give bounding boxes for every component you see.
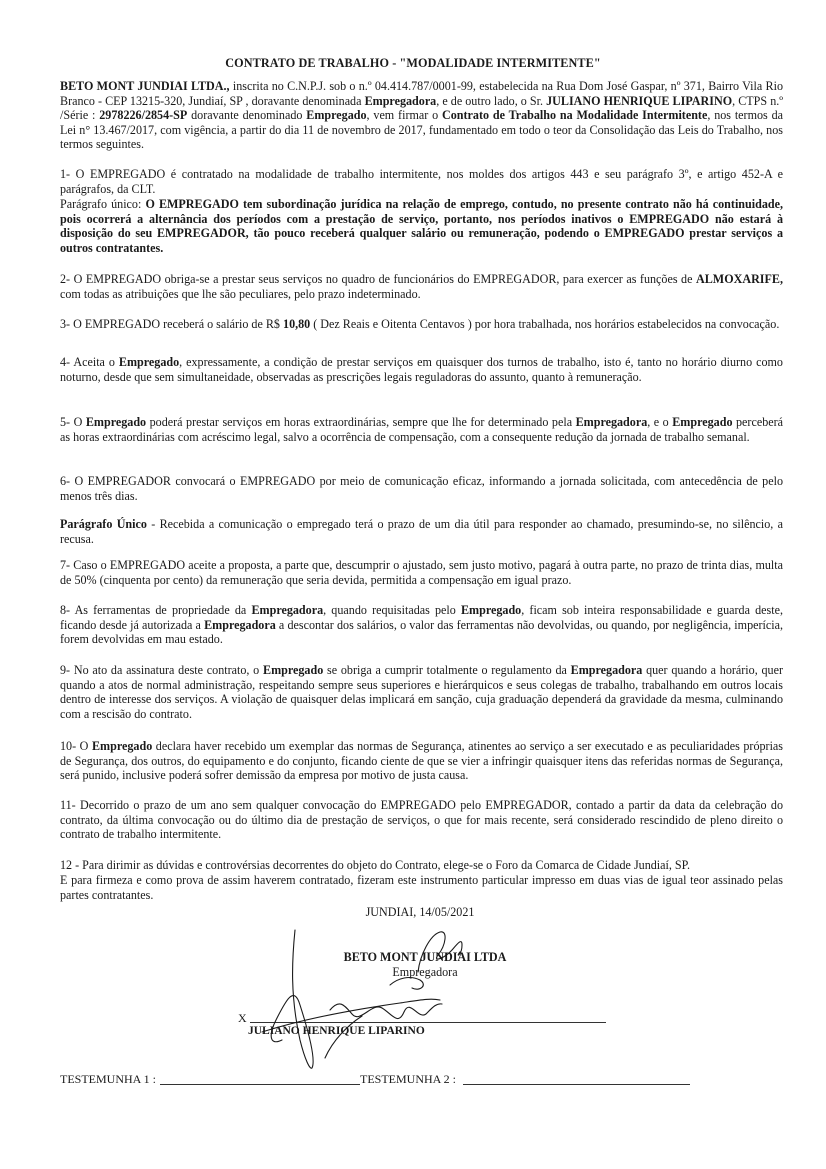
employee-signature-name: JULIANO HENRIQUE LIPARINO <box>248 1025 425 1037</box>
clause-12: 12 - Para dirimir as dúvidas e controvérsias decorrentes do objeto do Contrato, elege-se o Foro da Comarca de Cidade Jundiaí, SP. <box>60 858 691 872</box>
clause-9-text-1: 9- No ato da assinatura deste contrato, o <box>60 663 263 677</box>
place-date: JUNDIAI, 14/05/2021 <box>365 905 475 919</box>
employee-signature-stroke-1 <box>271 930 313 1068</box>
clause-6-paragraph-label: Parágrafo Único <box>60 517 147 531</box>
clause-5-text-3: , e o <box>647 415 673 429</box>
employee-signature-stroke-2 <box>262 999 440 1032</box>
clause-6-paragraph-text: - Recebida a comunicação o empregado terá o prazo de um dia útil para responder ao chamado, presumindo-se, no silêncio, a recusa. <box>60 517 783 546</box>
intro-text-2: , e de outro lado, o Sr. <box>436 93 547 108</box>
clause-9-text-2: se obriga a cumprir totalmente o regulamento da <box>323 663 571 677</box>
clause-4-bold: Empregado <box>118 355 180 369</box>
clause-9-bold-2: Empregadora <box>570 663 643 677</box>
clause-3-text-1: 3- O EMPREGADO receberá o salário de R$ <box>60 317 284 331</box>
clause-1-paragraph-text: O EMPREGADO tem subordinação jurídica na relação de emprego, contudo, no presente contrato não há continuidade, pois ocorrerá a alternância dos períodos com a prestação de serviço, portanto, nos períodos inativos o EMPREGADO não estará à disposição do seu EMPREGADOR, tão pouco receberá qualquer salário ou remuneração, podendo o EMPREGADO prestar serviços a outros contratantes. <box>60 197 784 255</box>
clause-2-text-1: 2- O EMPREGADO obriga-se a prestar seus serviços no quadro de funcionários do EMPREGADOR, para exercer as funções de <box>60 272 696 286</box>
clause-4-text-2: , expressamente, a condição de prestar serviços em quaisquer dos turnos de trabalho, isto é, tanto no horário diurno como noturno, desde que sem simultaneidade, observadas as prescrições legais reguladoras do assunto, quanto à remuneração. <box>60 355 783 384</box>
clause-2-text-2: com todas as atribuições que lhe são peculiares, pelo prazo indeterminado. <box>60 286 421 301</box>
clause-8-bold-2: Empregado <box>460 603 522 617</box>
intro-text-4: doravante denominado <box>187 108 307 123</box>
clause-8-text-3: , ficam sob inteira responsabilidade e guarda deste, ficando desde já autorizada a <box>60 603 783 632</box>
clause-10-bold: Empregado <box>91 739 153 753</box>
employee-name: JULIANO HENRIQUE LIPARINO <box>546 93 733 108</box>
clause-8-bold-3: Empregadora <box>204 617 276 632</box>
clause-8-text-1: 8- As ferramentas de propriedade da <box>60 603 252 617</box>
clause-9-bold-1: Empregado <box>263 663 324 677</box>
clause-7: 7- Caso o EMPREGADO aceite a proposta, a parte que, descumprir o ajustado, sem justo motivo, pagará à outra parte, no prazo de trinta dias, multa de 50% (cinquenta por cento) da remuneração que seria devida, permitida a compensação em igual prazo. <box>60 558 783 587</box>
employer-signature-role: Empregadora <box>392 965 458 979</box>
employer-term: Empregadora <box>364 93 437 108</box>
employer-signature-stroke <box>418 932 462 972</box>
clause-5-bold-1: Empregado <box>85 415 147 429</box>
hourly-wage: 10,80 <box>283 317 311 331</box>
clause-8-bold-1: Empregadora <box>251 603 324 617</box>
employee-term: Empregado <box>306 108 367 123</box>
intro-text-6: , nos termos da Lei n° 13.467/2017, com vigência, a partir do dia 11 de novembro de 2017, fundamentado em todo o teor da Consolidação das Leis do Trabalho, nos termos seguintes. <box>60 108 783 152</box>
clause-10-text-1: 10- O <box>60 739 92 753</box>
intro-text-3: , CTPS n.º /Série : <box>60 93 784 123</box>
clause-5-text-2: poderá prestar serviços em horas extraordinárias, sempre que lhe for determinado pela <box>146 415 576 429</box>
clause-1-paragraph-label: Parágrafo único: <box>60 197 142 211</box>
clause-8-text-4: a descontar dos salários, o valor das ferramentas não devolvidas, ou quando, por negligência, imperícia, forem devolvidas em mau estado. <box>60 617 783 647</box>
clause-5-text-4: perceberá as horas extraordinárias com acréscimo legal, salvo a ocorrência de compensação, com a consequente redução da jornada de trabalho semanal. <box>60 415 783 444</box>
intro-text-1: inscrita no C.N.P.J. sob o n.º 04.414.787/0001-99, estabelecida na Rua Dom José Gaspar, nº 371, Bairro Vila Rio Branco - CEP 13215-320, Jundiaí, SP , doravante denominada <box>60 79 784 108</box>
clause-1: 1- O EMPREGADO é contratado na modalidade de trabalho intermitente, nos moldes dos artigos 443 e seu parágrafo 3º, e artigo 452-A e parágrafos, da CLT. <box>60 167 783 196</box>
witness-1-label: TESTEMUNHA 1 : <box>60 1072 156 1086</box>
intro-text-5: , vem firmar o <box>366 108 442 123</box>
signature-x-mark: X <box>238 1011 247 1025</box>
clause-9-text-3: quer quando a horário, quer quando a atos de normal administração, respeitando sempre seus superiores e hierárquicos e seus colegas de trabalho, trabalhando em outros locais dentro de interesse dos serviços. A violação de quaisquer delas implicará em sanção, cuja graduação dependerá da gravidade da mesma, culminando com a rescisão do contrato. <box>60 663 783 721</box>
employer-signature-loop <box>390 978 423 990</box>
employer-company-name: BETO MONT JUNDIAI LTDA., <box>60 79 230 93</box>
contract-title: CONTRATO DE TRABALHO - "MODALIDADE INTERMITENTE" <box>225 56 601 70</box>
clause-8-text-2: , quando requisitadas pelo <box>323 603 461 617</box>
clause-4-text-1: 4- Aceita o <box>60 355 119 369</box>
clause-5-bold-3: Empregado <box>672 415 733 429</box>
clause-10-text-2: declara haver recebido um exemplar das normas de Segurança, atinentes ao serviço a ser executado e as peculiaridades próprias de Segurança, dos outros, do equipamento e do conjunto, ficando ciente de que se vier a infringir quaisquer itens das referidas normas de Segurança, será punido, inclusive poderá sofrer demissão da empresa por motivo de justa causa. <box>60 739 784 783</box>
clause-11: 11- Decorrido o prazo de um ano sem qualquer convocação do EMPREGADO pelo EMPREGADOR, contado a partir da data da celebração do contrato, da última convocação ou do último dia de prestação de serviços, o que for mais recente, será considerado rescindido de pleno direito o contrato de trabalho intermitente. <box>60 798 783 842</box>
clause-6: 6- O EMPREGADOR convocará o EMPREGADO por meio de comunicação eficaz, informando a jornada solicitada, com antecedência de pelo menos três dias. <box>60 474 783 503</box>
closing-statement: E para firmeza e como prova de assim haverem contratado, fizeram este instrumento particular impresso em duas vias de igual teor assinado pelas partes contratantes. <box>60 873 783 902</box>
contract-type: Contrato de Trabalho na Modalidade Intermitente <box>442 108 708 123</box>
employee-signature-stroke-4 <box>325 1016 362 1058</box>
clause-3-text-2: ( Dez Reais e Oitenta Centavos ) por hora trabalhada, nos horários estabelecidos na convocação. <box>310 317 780 331</box>
employer-signature-name: BETO MONT JUNDIAI LTDA <box>343 950 507 964</box>
job-role: ALMOXARIFE, <box>695 272 783 286</box>
clause-5-text-1: 5- O <box>60 415 86 429</box>
witness-2-label: TESTEMUNHA 2 : <box>360 1072 456 1086</box>
ctps-number: 2978226/2854-SP <box>99 108 188 123</box>
clause-5-bold-2: Empregadora <box>575 415 648 429</box>
